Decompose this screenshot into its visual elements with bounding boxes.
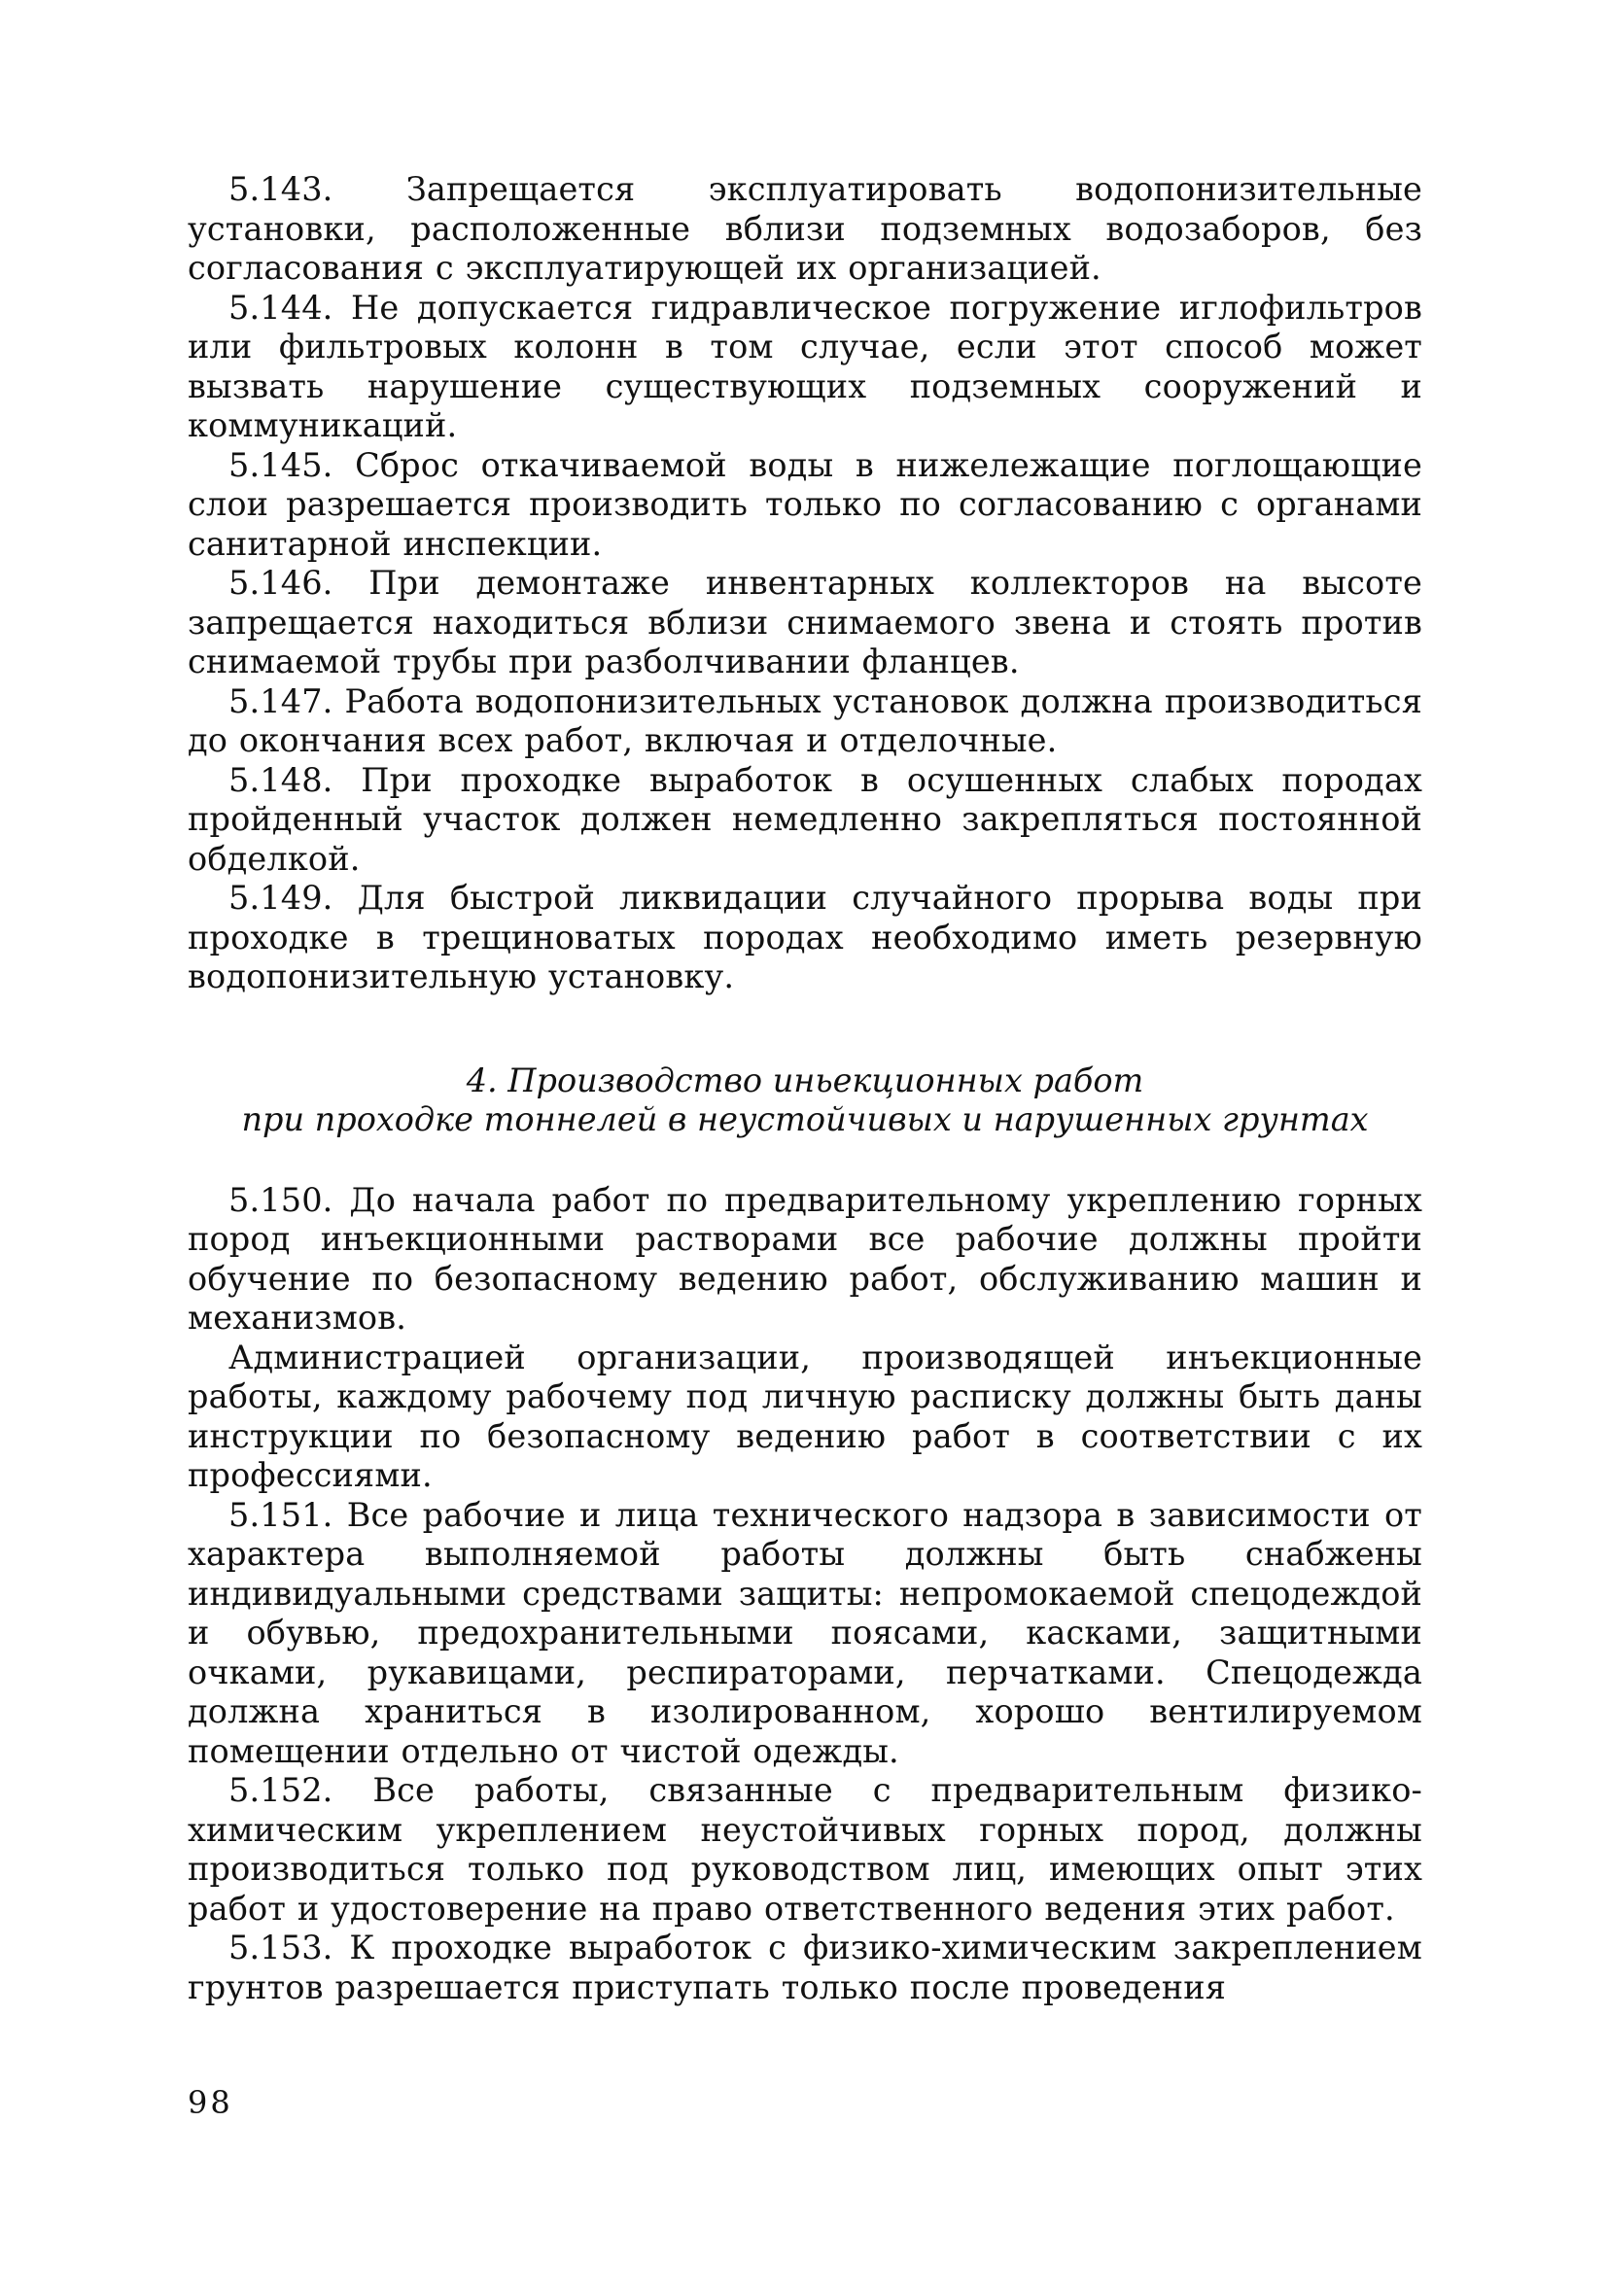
section-title-line-1: 4. Производство иньекционных работ (466, 1061, 1144, 1099)
section-title-line-2: при проходке тоннелей в неустойчивых и нарушенных грунтах (241, 1100, 1369, 1138)
paragraph-5-143: 5.143. Запрещается эксплуатировать водопонизительные установки, расположенные вблизи подземных водозаборов, без согласования с эксплуатирующей их организацией. (188, 170, 1422, 287)
paragraph-5-145: 5.145. Сброс откачиваемой воды в нижележащие поглощающие слои разрешается производить только по согласованию с органами санитарной инспекции. (188, 445, 1422, 563)
paragraph-5-144: 5.144. Не допускается гидравлическое погружение иглофильтров или фильтровых колонн в том случае, если этот способ может вызвать нарушение существующих подземных сооружений и коммуникаций. (188, 288, 1422, 444)
paragraph-5-149: 5.149. Для быстрой ликвидации случайного прорыва воды при проходке в трещиноватых породах необходимо иметь резервную водопонизительную установку. (188, 879, 1422, 995)
page-number: 98 (188, 2084, 233, 2121)
paragraphs-top (188, 170, 1422, 997)
paragraph-5-152: 5.152. Все работы, связанные с предварительным физико-химическим укреплением неустойчивых горных пород, должны производиться только под руководством лиц, имеющих опыт этих работ и удостоверение на право ответственного ведения этих работ. (188, 1771, 1422, 1928)
paragraph-administration: Администрацией организации, производящей инъекционные работы, каждому рабочему под личную расписку должны быть даны инструкции по безопасному ведению работ в соответствии с их профессиями. (188, 1338, 1422, 1494)
paragraph-5-153: 5.153. К проходке выработок с физико-химическим закреплением грунтов разрешается приступать только после проведения (188, 1929, 1422, 2006)
paragraph-5-147: 5.147. Работа водопонизительных установок должна производиться до окончания всех работ, включая и отделочные. (188, 681, 1422, 759)
page-body (188, 170, 1422, 2007)
paragraphs-bottom (188, 1181, 1422, 2008)
paragraph-5-148: 5.148. При проходке выработок в осушенных слабых породах пройденный участок должен немедленно закрепляться постоянной обделкой. (188, 760, 1422, 878)
paragraph-5-150: 5.150. До начала работ по предварительному укреплению горных пород инъекционными растворами все рабочие должны пройти обучение по безопасному ведению работ, обслуживанию машин и механизмов. (188, 1180, 1422, 1337)
paragraph-5-151: 5.151. Все рабочие и лица технического надзора в зависимости от характера выполняемой работы должны быть снабжены индивидуальными средствами защиты: непромокаемой спецодеждой и обувью, предохранительными поясами, касками, защитными очками, рукавицами, респираторами, перчатками. Спецодежда должна храниться в изолированном, хорошо вентилируемом помещении отдельно от чистой одежды. (188, 1495, 1422, 1770)
section-heading (188, 1061, 1422, 1140)
paragraph-5-146: 5.146. При демонтаже инвентарных коллекторов на высоте запрещается находиться вблизи снимаемого звена и стоять против снимаемой трубы при разболчивании фланцев. (188, 564, 1422, 680)
